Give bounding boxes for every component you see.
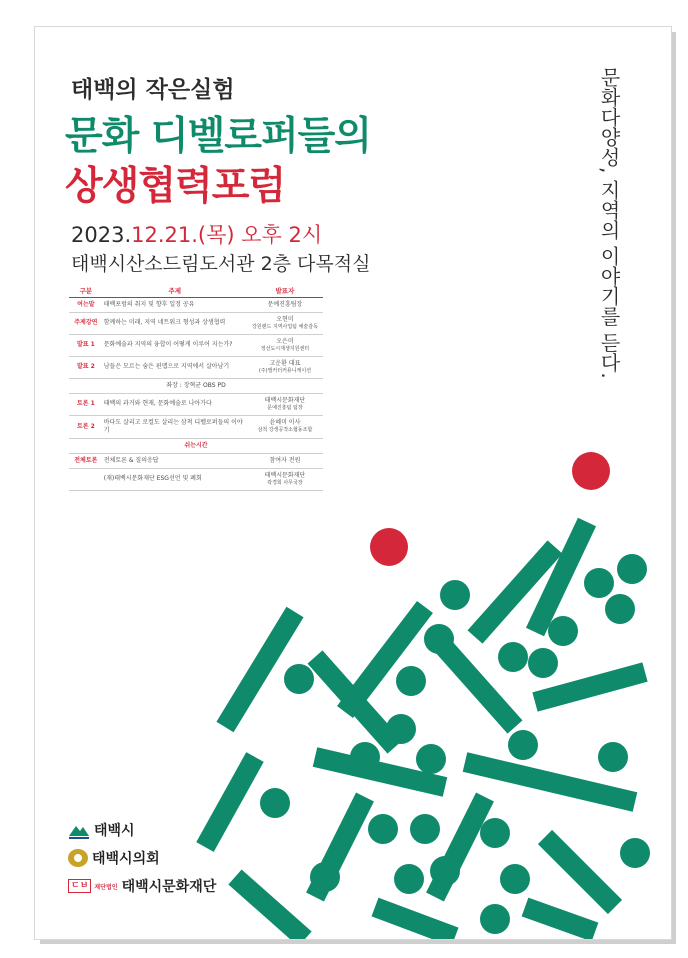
row-category: 주제강연 xyxy=(69,313,103,335)
header-speaker: 발표자 xyxy=(247,284,323,298)
logo-foundation-name: 태백시문화재단 xyxy=(121,879,217,895)
row-topic: 바다도 살리고 로컬도 살리는 삼척 디벨로퍼들의 이야기 xyxy=(103,415,247,438)
row-topic: 태백포럼의 취지 및 향후 일정 공유 xyxy=(103,298,247,313)
event-date-year: 2023. xyxy=(71,223,132,247)
green-dot xyxy=(498,642,528,672)
foundation-prefix: 재단법인 xyxy=(94,883,118,891)
row-category xyxy=(69,468,103,490)
moderator-row xyxy=(69,378,323,393)
row-topic: 태백의 과거와 현재, 문화예술로 나아가다 xyxy=(103,393,247,415)
event-venue: 태백시산소드림도서관 2층 다목적실 xyxy=(71,253,371,275)
program-header-row xyxy=(69,284,323,298)
green-bar xyxy=(535,522,587,632)
poster-title-line1: 문화 디벨로퍼들의 xyxy=(65,114,371,159)
row-category: 토론 1 xyxy=(69,393,103,415)
green-dot xyxy=(260,788,290,818)
green-dot xyxy=(605,594,635,624)
red-dot xyxy=(370,528,408,566)
speaker-name: 태백시문화재단 xyxy=(264,396,306,404)
green-dot xyxy=(617,554,647,584)
green-dot xyxy=(528,648,558,678)
poster-subtitle: 태백의 작은실험 xyxy=(71,77,235,103)
event-date-main: 12.21.(목) 오후 2시 xyxy=(131,223,323,247)
red-dot xyxy=(572,452,610,490)
green-bar xyxy=(235,877,305,939)
green-dot xyxy=(480,904,510,934)
green-dot xyxy=(620,838,650,868)
row-category: 전체토론 xyxy=(69,453,103,468)
green-dot xyxy=(430,856,460,886)
green-dot xyxy=(500,864,530,894)
moderator-text: 좌장 : 장혁균 OBS PD xyxy=(69,378,323,393)
header-topic: 주제 xyxy=(103,284,247,298)
row-speaker xyxy=(247,334,323,356)
council-seal-icon xyxy=(68,849,88,867)
table-row xyxy=(69,334,323,356)
row-topic: 문화예술과 지역의 융합이 어떻게 이루어 지는가? xyxy=(103,334,247,356)
row-topic: 전체토론 & 질의응답 xyxy=(103,453,247,468)
poster xyxy=(34,26,672,940)
green-dot xyxy=(310,862,340,892)
row-category: 발표 1 xyxy=(69,334,103,356)
speaker-name: 참여자 전원 xyxy=(269,456,301,464)
green-dot xyxy=(598,742,628,772)
green-bar xyxy=(535,672,645,702)
speaker-affiliation: 삼척 강생공작소협동조합 xyxy=(257,427,313,434)
row-speaker xyxy=(247,313,323,335)
green-dot xyxy=(424,624,454,654)
speaker-affiliation: 문예진흥팀 팀장 xyxy=(267,404,303,411)
green-dot xyxy=(440,580,470,610)
logo-culture-foundation xyxy=(68,873,216,899)
logo-city-name: 태백시 xyxy=(94,823,135,839)
foundation-mark: ㄷㅂ xyxy=(68,879,91,893)
green-bar xyxy=(225,612,295,727)
header-category: 구분 xyxy=(69,284,103,298)
green-dot xyxy=(508,730,538,760)
green-bar xyxy=(525,907,595,932)
green-dot xyxy=(410,814,440,844)
table-row xyxy=(69,298,323,313)
row-topic: 함께하는 미래, 지역 네트워크 형성과 상생협력 xyxy=(103,313,247,335)
row-speaker xyxy=(247,298,323,313)
green-dot xyxy=(394,864,424,894)
row-category: 여는말 xyxy=(69,298,103,313)
row-topic: (재)태백시문화재단 ESG선언 및 폐회 xyxy=(103,468,247,490)
speaker-affiliation: (주)앨커터커뮤니케이션 xyxy=(258,367,312,374)
speaker-name: 고운환 대표 xyxy=(269,359,301,367)
logo-taebaek-city xyxy=(68,817,216,843)
row-category: 토론 2 xyxy=(69,415,103,438)
decorative-artwork xyxy=(195,427,671,939)
row-speaker xyxy=(247,356,323,378)
green-dot xyxy=(368,814,398,844)
green-dot xyxy=(584,568,614,598)
speaker-name: 오현미 xyxy=(276,316,294,324)
event-date xyxy=(71,219,322,249)
green-dot xyxy=(284,664,314,694)
speaker-name: 문예진흥팀장 xyxy=(267,301,303,308)
vertical-slogan: 문화다양성, 지역의 이야기를 듣다. xyxy=(597,67,621,379)
green-dot xyxy=(350,742,380,772)
poster-title-line2: 상생협력포럼 xyxy=(65,164,286,209)
row-speaker xyxy=(247,393,323,415)
mountain-logo-icon xyxy=(68,820,90,840)
green-bar xyxy=(545,837,615,907)
table-row xyxy=(69,356,323,378)
green-bar xyxy=(375,907,455,937)
green-dot xyxy=(386,714,416,744)
sponsor-logos xyxy=(68,817,216,901)
speaker-affiliation: 정선도시재생지원센터 xyxy=(260,346,310,353)
table-row xyxy=(69,393,323,415)
green-dot xyxy=(416,744,446,774)
green-dot xyxy=(396,666,426,696)
logo-city-council xyxy=(68,845,216,871)
table-row xyxy=(69,313,323,335)
break-text: 쉬는시간 xyxy=(69,438,323,453)
speaker-affiliation: 강원랜드 지역사업팀 예술감독 xyxy=(251,324,318,331)
green-dot xyxy=(480,818,510,848)
logo-council-name: 태백시의회 xyxy=(92,851,160,867)
speaker-affiliation: 곽경희 사무국장 xyxy=(267,480,303,487)
speaker-name: 오은미 xyxy=(276,337,294,345)
speaker-name: 윤혜미 이사 xyxy=(269,419,301,427)
speaker-name: 태백시문화재단 xyxy=(264,471,306,479)
row-category: 발표 2 xyxy=(69,356,103,378)
green-dot xyxy=(548,616,578,646)
row-topic: 남들은 모르는 숨은 핀맵으로 지역에서 살아남기 xyxy=(103,356,247,378)
